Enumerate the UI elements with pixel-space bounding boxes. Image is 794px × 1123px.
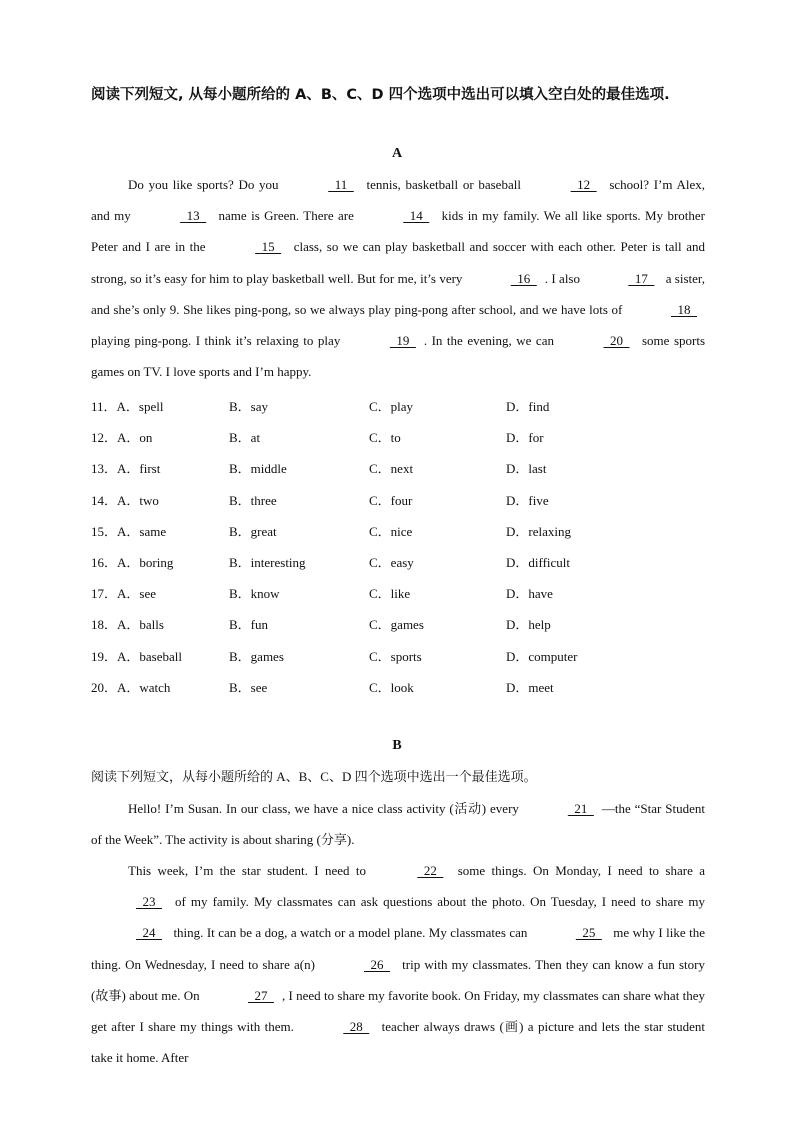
answer-blank[interactable]: 18 xyxy=(671,301,697,317)
question-row xyxy=(91,458,705,478)
question-row xyxy=(91,396,705,416)
answer-blank[interactable]: 17 xyxy=(628,270,655,286)
option-c[interactable]: C．play xyxy=(369,399,414,414)
option-c[interactable]: C．like xyxy=(369,586,411,602)
option-b[interactable]: B．great xyxy=(229,523,277,539)
question-row xyxy=(91,552,705,572)
option-b[interactable]: B．know xyxy=(229,586,280,602)
option-c[interactable]: C．to xyxy=(369,430,401,446)
section-a-title: A xyxy=(391,146,403,161)
answer-blank[interactable]: 19 xyxy=(389,333,416,349)
option-b[interactable]: B．fun xyxy=(229,617,269,633)
option-c[interactable]: C．easy xyxy=(369,555,414,570)
option-b[interactable]: B．say xyxy=(229,399,269,414)
answer-blank[interactable]: 25 xyxy=(575,925,602,941)
option-d[interactable]: D．meet xyxy=(506,679,554,695)
option-d[interactable]: D．computer xyxy=(506,648,578,664)
answer-blank[interactable]: 11 xyxy=(328,177,354,192)
section-b-instruction: 阅读下列短文，从每小题所给的 A、B、C、D 四个选项中选出一个最佳选项。 xyxy=(91,769,537,784)
answer-blank[interactable]: 14 xyxy=(403,208,430,224)
answer-blank[interactable]: 13 xyxy=(180,208,207,224)
answer-blank[interactable]: 22 xyxy=(417,863,444,878)
option-a[interactable]: 12．A．on xyxy=(91,430,153,446)
option-a[interactable]: 16．A．boring xyxy=(91,555,174,570)
question-row xyxy=(91,490,705,510)
option-d[interactable]: D．relaxing xyxy=(506,523,571,539)
option-c[interactable]: C．nice xyxy=(369,523,413,539)
answer-blank[interactable]: 20 xyxy=(603,333,630,349)
option-b[interactable]: B．games xyxy=(229,648,284,664)
option-c[interactable]: C．sports xyxy=(369,648,422,664)
question-row xyxy=(91,614,705,634)
option-b[interactable]: B．see xyxy=(229,679,268,695)
option-a[interactable]: 15．A．same xyxy=(91,523,167,539)
question-row xyxy=(91,427,705,447)
section-b-title: B xyxy=(392,738,402,753)
option-d[interactable]: D．last xyxy=(506,461,547,477)
question-row xyxy=(91,583,705,603)
answer-blank[interactable]: 12 xyxy=(570,177,597,192)
section-b-paragraph-1: Hello! I’m Susan. In our class, we have a nice class activity (活动) every 21 —the “Star Student of the Week”. The activity is about sharing (分享). xyxy=(91,793,705,855)
option-a[interactable]: 18．A．balls xyxy=(91,617,164,633)
option-d[interactable]: D．for xyxy=(506,430,544,446)
option-b[interactable]: B．three xyxy=(229,492,277,508)
question-row xyxy=(91,677,705,697)
option-a[interactable]: 11．A．spell xyxy=(91,399,164,414)
answer-blank[interactable]: 28 xyxy=(343,1019,370,1035)
option-d[interactable]: D．five xyxy=(506,492,549,508)
option-c[interactable]: C．four xyxy=(369,492,413,508)
option-b[interactable]: B．middle xyxy=(229,461,287,477)
answer-blank[interactable]: 26 xyxy=(364,956,391,972)
option-d[interactable]: D．difficult xyxy=(506,555,571,570)
question-row xyxy=(91,646,705,666)
option-b[interactable]: B．interesting xyxy=(229,555,306,570)
option-d[interactable]: D．find xyxy=(506,399,550,414)
answer-blank[interactable]: 24 xyxy=(136,925,162,941)
answer-blank[interactable]: 15 xyxy=(255,239,282,255)
option-a[interactable]: 19．A．baseball xyxy=(91,648,182,664)
option-b[interactable]: B．at xyxy=(229,430,261,446)
option-c[interactable]: C．next xyxy=(369,461,414,477)
answer-blank[interactable]: 16 xyxy=(510,270,537,286)
option-d[interactable]: D．have xyxy=(506,586,553,602)
section-a-passage: Do you like sports? Do you 11 tennis, basketball or baseball 12 school? I’m Alex, and my 13 name is Green. There are 14 kids in my family. We all like sports. My brother Peter and I are in the 15 class, so we can play basketball and soccer with each other. Peter is tall and strong, so it’s easy for him to play basketball well. But for me, it’s very 16 . I also 17 a sister, and she’s only 9. She likes ping-pong, so we always play ping-pong after school, and we have lots of 18 playing ping-pong. I think it’s relaxing to play 19 . In the evening, we can 20 some sports games on TV. I love sports and I’m happy. xyxy=(91,169,705,387)
exercise-instruction: 阅读下列短文, 从每小题所给的 A、B、C、D 四个选项中选出可以填入空白处的最佳选项. xyxy=(91,87,670,103)
question-row xyxy=(91,521,705,541)
section-b-paragraph-2: This week, I’m the star student. I need to 22 some things. On Monday, I need to share a 23 of my family. My classmates can ask questions about the photo. On Tuesday, I need to share my 24 thing. It can be a dog, a watch or a model plane. My classmates can 25 me why I like the thing. On Wednesday, I need to share a(n) 26 trip with my classmates. Then they can know a fun story (故事) about me. On 27 , I need to share my favorite book. On Friday, my classmates can share what they get after I share my things with them. 28 teacher always draws (画) a picture and lets the star student take it home. After xyxy=(91,855,705,1073)
answer-blank[interactable]: 23 xyxy=(136,894,162,910)
option-a[interactable]: 13．A．first xyxy=(91,461,161,477)
option-c[interactable]: C．look xyxy=(369,679,414,695)
answer-blank[interactable]: 21 xyxy=(567,801,594,816)
answer-blank[interactable]: 27 xyxy=(247,987,274,1003)
option-a[interactable]: 20．A．watch xyxy=(91,679,171,695)
option-c[interactable]: C．games xyxy=(369,617,424,633)
option-d[interactable]: D．help xyxy=(506,617,551,633)
option-a[interactable]: 14．A．two xyxy=(91,492,159,508)
option-a[interactable]: 17．A．see xyxy=(91,586,156,602)
